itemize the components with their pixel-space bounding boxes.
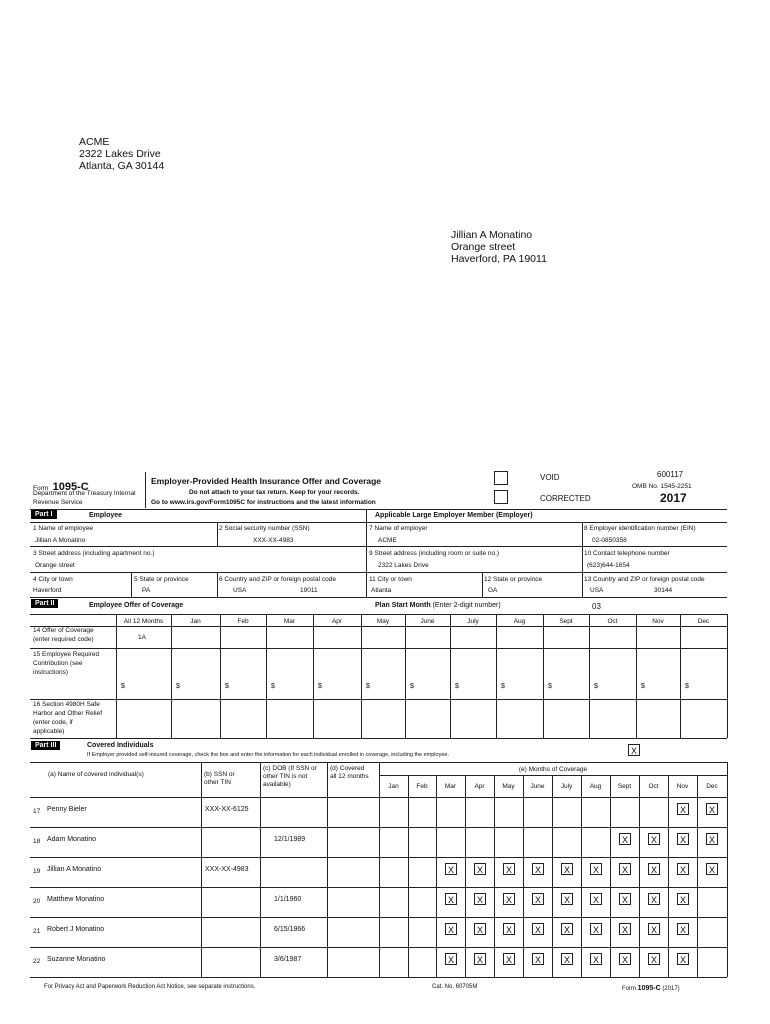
line16-cell[interactable] <box>637 700 679 737</box>
coverage-month-header: Jan <box>388 783 399 790</box>
part2-month-header: July <box>467 618 479 625</box>
covered-name-field[interactable]: Matthew Monatino <box>47 896 105 903</box>
row-number: 18 <box>33 838 41 845</box>
corrected-label: CORRECTED <box>540 494 591 503</box>
part2-month-header: May <box>376 618 390 625</box>
employee-name-field[interactable]: Jillian A Monatino <box>35 537 86 544</box>
line14-cell[interactable] <box>497 627 542 647</box>
line16-cell[interactable] <box>267 700 312 737</box>
f3-label: 3 Street address (including apartment no.) <box>33 550 155 557</box>
month-coverage-checkbox[interactable]: X <box>561 953 573 965</box>
month-coverage-checkbox[interactable]: X <box>677 833 689 845</box>
recipient-line1: Jillian A Monatino <box>451 229 533 241</box>
line15-cell[interactable]: $ <box>121 683 125 690</box>
month-coverage-checkbox[interactable]: X <box>503 953 515 965</box>
covered-name-field[interactable]: Robert J Monatino <box>47 926 105 933</box>
coverage-month-header: July <box>560 783 573 790</box>
employer-section-title: Applicable Large Employer Member (Employer) <box>375 512 533 519</box>
f2-label: 2 Social security number (SSN) <box>219 525 310 532</box>
covered-name-field[interactable]: Penny Bieler <box>47 806 87 813</box>
f5-label: 5 State or province <box>134 576 189 583</box>
month-coverage-checkbox[interactable]: X <box>619 893 631 905</box>
line15-label: 15 Employee Required Contribution (see instructions) <box>33 651 100 676</box>
plan-start-label-bold: Plan Start Month <box>375 602 431 609</box>
line15-cell[interactable]: $ <box>685 683 689 690</box>
month-coverage-checkbox[interactable]: X <box>648 953 660 965</box>
row-number: 17 <box>33 808 41 815</box>
form-title: Employer-Provided Health Insurance Offer and Coverage <box>151 476 382 486</box>
footer-form-id: Form 1095-C (2017) <box>622 985 680 992</box>
city-field[interactable]: Haverford <box>33 587 62 594</box>
cat-number: Cat. No. 60705M <box>432 984 478 990</box>
part2-month-header: June <box>420 618 435 625</box>
line16-cell[interactable] <box>221 700 265 737</box>
line15-cell[interactable]: $ <box>641 683 645 690</box>
form-number: 1095-C <box>52 481 89 493</box>
recipient-address <box>451 229 547 265</box>
ein-field[interactable]: 02-0850358 <box>592 537 627 544</box>
coverage-month-header: Dec <box>706 783 718 790</box>
month-coverage-checkbox[interactable]: X <box>503 893 515 905</box>
part1-badge: Part I <box>31 510 57 519</box>
coverage-month-header: Aug <box>589 783 602 790</box>
month-coverage-checkbox[interactable]: X <box>677 863 689 875</box>
employer-name-field[interactable]: ACME <box>378 537 397 544</box>
month-coverage-checkbox[interactable]: X <box>445 863 457 875</box>
part2-month-header: Apr <box>331 618 343 625</box>
month-coverage-checkbox[interactable]: X <box>561 863 573 875</box>
part2-month-header: All 12 Months <box>123 618 164 625</box>
employer-street-field[interactable]: 2322 Lakes Drive <box>378 562 429 569</box>
line16-cell[interactable] <box>451 700 495 737</box>
omb-number: OMB No. 1545-2251 <box>632 483 692 490</box>
month-coverage-checkbox[interactable]: X <box>445 953 457 965</box>
part2-month-header: Aug <box>513 618 526 625</box>
month-coverage-checkbox[interactable]: X <box>677 803 689 815</box>
coverage-month-header: Mar <box>444 783 457 790</box>
ssn-field[interactable]: XXX-XX-4983 <box>253 537 294 544</box>
line14-cell[interactable] <box>314 627 360 647</box>
month-coverage-checkbox[interactable]: X <box>648 923 660 935</box>
line15-cell[interactable]: $ <box>501 683 505 690</box>
part3-badge: Part III <box>31 741 60 750</box>
f10-label: 10 Contact telephone number <box>584 550 670 557</box>
part2-month-header: Sept <box>559 618 573 625</box>
street-field[interactable]: Orange street <box>35 562 75 569</box>
month-coverage-checkbox[interactable]: X <box>619 923 631 935</box>
form-code: 600117 <box>657 470 684 479</box>
line15-cell[interactable]: $ <box>225 683 229 690</box>
month-coverage-checkbox[interactable]: X <box>706 833 718 845</box>
coverage-month-header: Oct <box>648 783 659 790</box>
void-checkbox[interactable] <box>494 471 508 485</box>
month-coverage-checkbox[interactable]: X <box>532 953 544 965</box>
covered-name-field[interactable]: Adam Monatino <box>47 836 97 843</box>
coverage-month-header: Nov <box>676 783 689 790</box>
f7-label: 7 Name of employer <box>369 525 428 532</box>
f11-label: 11 City or town <box>369 576 412 583</box>
plan-start-label-rest: (Enter 2-digit number) <box>432 602 501 609</box>
line14-all-months-field[interactable]: 1A <box>138 634 146 641</box>
coverage-month-header: Apr <box>474 783 485 790</box>
self-insured-checkbox[interactable]: X <box>628 744 640 756</box>
employer-country-field[interactable]: USA <box>590 587 604 594</box>
part3-description: If Employer provided self-insured coverage, check the box and enter the information for each individual enrolled in coverage, including the employee. <box>87 752 449 758</box>
month-coverage-checkbox[interactable]: X <box>706 803 718 815</box>
employer-state-field[interactable]: GA <box>488 587 498 594</box>
part2-badge: Part II <box>31 599 58 608</box>
month-coverage-checkbox[interactable]: X <box>677 893 689 905</box>
month-coverage-checkbox[interactable]: X <box>590 953 602 965</box>
covered-dob-field[interactable]: 12/1/1989 <box>274 836 306 843</box>
line16-cell[interactable] <box>117 700 170 737</box>
row-number: 20 <box>33 898 41 905</box>
coverage-month-header: May <box>502 783 515 790</box>
col-e-header: (e) Months of Coverage <box>518 766 588 773</box>
state-field[interactable]: PA <box>142 587 151 594</box>
part2-month-header: Oct <box>607 618 618 625</box>
month-coverage-checkbox[interactable]: X <box>532 923 544 935</box>
line14-cell[interactable] <box>406 627 449 647</box>
col-c-header: (c) DOB (If SSN or other TIN is not available) <box>263 765 317 788</box>
form-subtitle1: Do not attach to your tax return. Keep for your records. <box>189 489 360 496</box>
privacy-notice: For Privacy Act and Paperwork Reduction Act Notice, see separate instructions. <box>44 984 256 990</box>
covered-individual-row <box>30 797 727 827</box>
plan-start-label <box>375 602 501 609</box>
month-coverage-checkbox[interactable]: X <box>503 863 515 875</box>
line15-cell[interactable]: $ <box>318 683 322 690</box>
line15-cell[interactable]: $ <box>176 683 180 690</box>
corrected-checkbox[interactable] <box>494 490 508 504</box>
month-coverage-checkbox[interactable]: X <box>677 953 689 965</box>
sender-line2: 2322 Lakes Drive <box>79 148 161 160</box>
month-coverage-checkbox[interactable]: X <box>590 863 602 875</box>
line15-cell[interactable]: $ <box>548 683 552 690</box>
line14-label: 14 Offer of Coverage (enter required code) <box>33 627 94 643</box>
line15-cell[interactable]: $ <box>455 683 459 690</box>
line16-cell[interactable] <box>406 700 449 737</box>
plan-start-field[interactable]: 03 <box>592 602 601 611</box>
line14-cell[interactable] <box>221 627 265 647</box>
month-coverage-checkbox[interactable]: X <box>445 893 457 905</box>
month-coverage-checkbox[interactable]: X <box>445 923 457 935</box>
covered-ssn-field[interactable]: XXX-XX-4983 <box>205 866 249 873</box>
covered-dob-field[interactable]: 3/6/1987 <box>274 956 302 963</box>
line14-cell[interactable] <box>267 627 312 647</box>
row-number: 19 <box>33 868 41 875</box>
month-coverage-checkbox[interactable]: X <box>503 923 515 935</box>
line14-cell[interactable] <box>637 627 679 647</box>
line15-cell[interactable]: $ <box>410 683 414 690</box>
line16-cell[interactable] <box>362 700 404 737</box>
row-number: 22 <box>33 958 41 965</box>
part1-title: Employee <box>89 512 123 519</box>
month-coverage-checkbox[interactable]: X <box>648 893 660 905</box>
part2-month-header: Jan <box>190 618 201 625</box>
month-coverage-checkbox[interactable]: X <box>474 953 486 965</box>
month-coverage-checkbox[interactable]: X <box>619 953 631 965</box>
part3-title: Covered Individuals <box>87 742 154 749</box>
line16-cell[interactable] <box>172 700 219 737</box>
employer-city-field[interactable]: Atlanta <box>371 587 392 594</box>
month-coverage-checkbox[interactable]: X <box>648 863 660 875</box>
void-label: VOID <box>540 473 560 482</box>
month-coverage-checkbox[interactable]: X <box>706 863 718 875</box>
coverage-month-header: June <box>530 783 545 790</box>
f9-label: 9 Street address (including room or suite no.) <box>369 550 500 557</box>
line16-cell[interactable] <box>314 700 360 737</box>
employer-zip-field[interactable]: 30144 <box>654 587 673 594</box>
line16-cell[interactable] <box>681 700 726 737</box>
part2-month-header: Mar <box>283 618 296 625</box>
line16-cell[interactable] <box>544 700 588 737</box>
month-coverage-checkbox[interactable]: X <box>561 923 573 935</box>
line14-cell[interactable] <box>544 627 588 647</box>
covered-dob-field[interactable]: 6/15/1966 <box>274 926 306 933</box>
dept-line1: Department of the Treasury Internal <box>33 490 136 497</box>
covered-dob-field[interactable]: 1/1/1960 <box>274 896 302 903</box>
f13-label: 13 Country and ZIP or foreign postal code <box>584 576 705 583</box>
line15-cell[interactable]: $ <box>594 683 598 690</box>
month-coverage-checkbox[interactable]: X <box>590 923 602 935</box>
line15-cell[interactable]: $ <box>366 683 370 690</box>
zip-field[interactable]: 19011 <box>300 587 318 594</box>
line16-label: 16 Section 4980H Safe Harbor and Other Relief (enter code, if applicable) <box>33 701 103 735</box>
month-coverage-checkbox[interactable]: X <box>648 833 660 845</box>
month-coverage-checkbox[interactable]: X <box>561 893 573 905</box>
line14-cell[interactable] <box>681 627 726 647</box>
month-coverage-checkbox[interactable]: X <box>619 863 631 875</box>
col-a-header: (a) Name of covered individual(s) <box>48 771 144 778</box>
line14-cell[interactable] <box>362 627 404 647</box>
part2-month-header: Nov <box>652 618 664 625</box>
f12-label: 12 State or province <box>484 576 543 583</box>
month-coverage-checkbox[interactable]: X <box>474 863 486 875</box>
dept-line2: Revenue Service <box>33 499 83 506</box>
month-coverage-checkbox[interactable]: X <box>474 893 486 905</box>
tax-year: 2017 <box>660 491 687 505</box>
col-b-header: (b) SSN or other TIN <box>204 771 235 786</box>
coverage-month-header: Sept <box>617 783 632 790</box>
covered-ssn-field[interactable]: XXX-XX-6125 <box>205 806 249 813</box>
recipient-line3: Haverford, PA 19011 <box>451 253 547 265</box>
line15-cell[interactable]: $ <box>271 683 275 690</box>
month-coverage-checkbox[interactable]: X <box>532 863 544 875</box>
covered-name-field[interactable]: Suzanne Monatino <box>47 956 106 963</box>
f8-label: 8 Employer identification number (EIN) <box>584 525 696 532</box>
sender-line3: Atlanta, GA 30144 <box>79 160 165 172</box>
month-coverage-checkbox[interactable]: X <box>532 893 544 905</box>
col-d-header: (d) Covered all 12 months <box>330 765 369 780</box>
sender-line1: ACME <box>79 136 110 148</box>
line14-cell[interactable] <box>172 627 219 647</box>
form-subtitle2: Go to www.irs.gov/Form1095C for instructions and the latest information <box>151 499 376 506</box>
month-coverage-checkbox[interactable]: X <box>590 893 602 905</box>
part2-month-header: Feb <box>237 618 249 625</box>
phone-field[interactable]: (623)644-1654 <box>587 562 630 569</box>
form-prefix: Form <box>33 485 49 492</box>
recipient-line2: Orange street <box>451 241 516 253</box>
line16-cell[interactable] <box>497 700 542 737</box>
month-coverage-checkbox[interactable]: X <box>677 923 689 935</box>
covered-name-field[interactable]: Jillian A Monatino <box>47 866 102 873</box>
line16-cell[interactable] <box>590 700 635 737</box>
country-field[interactable]: USA <box>233 587 247 594</box>
month-coverage-checkbox[interactable]: X <box>474 923 486 935</box>
sender-address <box>79 136 164 172</box>
coverage-month-header: Feb <box>416 783 428 790</box>
f1-label: 1 Name of employee <box>33 525 93 532</box>
line14-cell[interactable] <box>451 627 495 647</box>
f4-label: 4 City or town <box>33 576 73 583</box>
month-coverage-checkbox[interactable]: X <box>619 833 631 845</box>
f6-label: 6 Country and ZIP or foreign postal code <box>219 576 336 583</box>
part2-month-header: Dec <box>697 618 710 625</box>
line14-cell[interactable] <box>590 627 635 647</box>
row-number: 21 <box>33 928 41 935</box>
part2-title: Employee Offer of Coverage <box>89 602 184 609</box>
